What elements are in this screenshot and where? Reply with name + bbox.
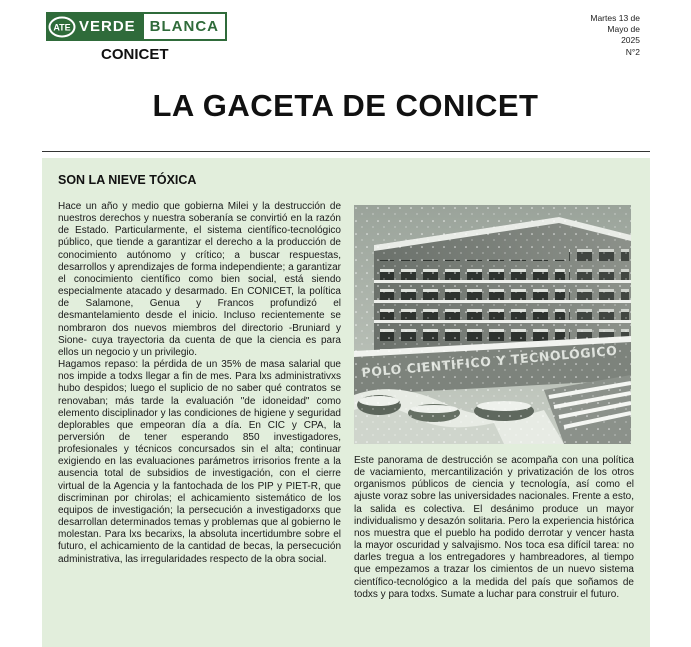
snowy-building-photo [354,205,631,444]
article-right-column [354,455,634,601]
ate-verde-blanca-logo [46,12,227,41]
date-line-3: 2025 [621,35,640,46]
article-paragraph: Este panorama de destrucción se acompaña con una política de vaciamiento, mercantilización y privatización de los otros organismos públicos de ciencia y tecnología, así como el ajuste voraz sobre las universidades nacionales. Frente a esto, la salida es colectiva. El desánimo produce un mayor individualismo y desazón solitaria. Pero la experiencia histórica nos muestra que el pueblo ha podido derrotar y vencer hasta la mayor oscuridad y salvajismo. Nos toca esa difícil tarea: no darles tregua a los entregadores y hambreadores, al tiempo que empezamos a trazar los cimientos de un nuevo sistema científico-tecnológico a la medida del país que soñamos de todxs y para todxs. Sumate a luchar para construir el futuro. [354,455,634,600]
article-heading: SON LA NIEVE TÓXICA [58,173,197,187]
issue-dateline [590,13,640,58]
logo-mark-text: ATE [53,22,72,32]
article-paragraph: Hagamos repaso: la pérdida de un 35% de masa salarial que nos impide a todxs llegar a fin de mes. Para lxs administrativxs hubo despidos; luego el suplicio de no saber qué contratos se renovaban; más tarde la evaluación "de idoneidad" como elemento disciplinador y las condiciones de higiene y seguridad deplorables que empeoran día a día. En CIC y CPA, la perversión de tener esperando 850 investigadores, profesionales y técnicos concursados sin el alta; continuar exigiendo en las evaluaciones parámetros irrisorios frente a la ausencia total de subsidios de investigación, con el cierre virtual de la Agencia y la fantochada de los PIP y PIET-R, que discriminan por chirolas; el achicamiento sistemático de los equipos de investigación; la persecución a investigadorxs que desarrollan determinados temas y problemas que al gobierno le molestan. Para lxs becarixs, la absoluta incertidumbre sobre el futuro, el achicamiento de la cantidad de becas, la persecución administrativa, las irregularidades respecto de la obra social. [58,359,341,565]
organization-name: CONICET [101,46,169,63]
article-paragraph: Hace un año y medio que gobierna Milei y la destrucción de nuestros derechos y nuestra soberanía se convirtió en la razón de Estado. Particularmente, el sistema científico-tecnológico público, que tiende a garantizar el derecho a la producción de conocimiento autónomo y crítico; a buscar respuestas, desarrollos y aprendizajes de forma independiente; a garantizar el conocimiento científico como bien social, está siendo especialmente atacado y desarmado. En CONICET, la política de Salamone, Genua y Francos profundizó el desmantelamiento desde el inicio. Incluso recientemente se nombraron dos nuevos miembros del directorio -Bruniard y Sione- cuya trayectoria da cuenta de que la ciencia es para ellos un negocio y un privilegio. [58,201,341,358]
date-line-2: Mayo de [607,24,640,35]
ate-logo-icon [48,14,77,39]
issue-number: N°2 [625,46,640,57]
logo-word-verde: VERDE [77,14,144,39]
newsletter-title: LA GACETA DE CONICET [152,88,539,123]
logo-word-blanca: BLANCA [149,18,219,35]
article-left-column [58,201,341,566]
date-line-1: Martes 13 de [590,13,640,23]
title-divider [42,151,650,152]
